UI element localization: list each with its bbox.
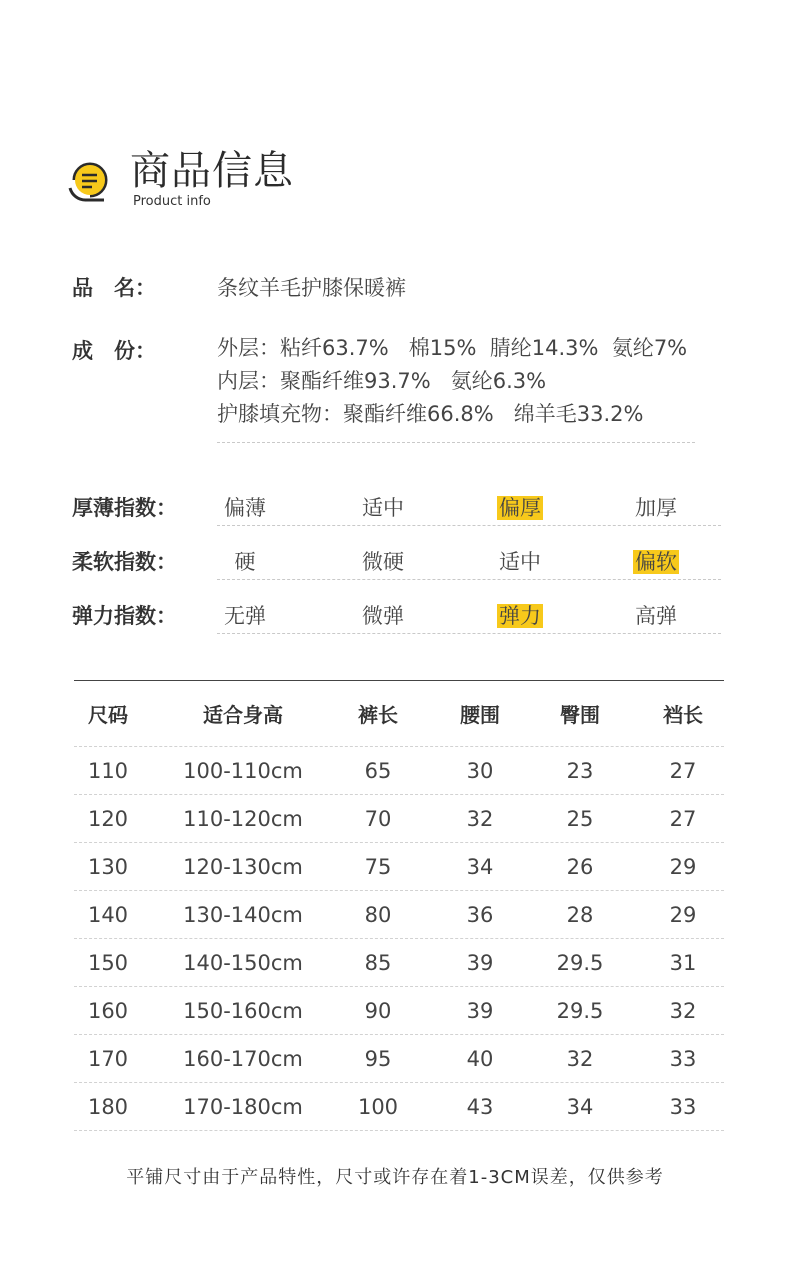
- table-cell: 170-180cm: [183, 1095, 303, 1119]
- index-option: 高弹: [635, 604, 677, 628]
- table-header-cell: 腰围: [460, 703, 500, 727]
- name-label: 品 名：: [72, 276, 156, 300]
- index-option: 无弹: [224, 604, 266, 628]
- divider: [217, 633, 721, 634]
- table-cell: 39: [466, 951, 494, 975]
- table-cell: 120-130cm: [183, 855, 303, 879]
- table-row-divider: [74, 794, 724, 795]
- table-cell: 170: [87, 1047, 129, 1071]
- table-cell: 160-170cm: [183, 1047, 303, 1071]
- index-option: 偏薄: [224, 496, 266, 520]
- table-cell: 180: [87, 1095, 129, 1119]
- table-row-divider: [74, 986, 724, 987]
- table-cell: 30: [466, 759, 494, 783]
- table-cell: 150-160cm: [183, 999, 303, 1023]
- table-cell: 33: [669, 1047, 697, 1071]
- table-cell: 33: [669, 1095, 697, 1119]
- table-cell: 130-140cm: [183, 903, 303, 927]
- index-option-selected: 偏软: [635, 550, 677, 574]
- table-cell: 160: [87, 999, 129, 1023]
- page-subtitle: Product info: [133, 194, 211, 209]
- table-cell: 26: [566, 855, 594, 879]
- composition-label: 成 份：: [72, 339, 156, 363]
- table-cell: 120: [87, 807, 129, 831]
- table-cell: 95: [364, 1047, 392, 1071]
- table-cell: 29: [669, 903, 697, 927]
- table-cell: 140: [87, 903, 129, 927]
- index-option-selected: 弹力: [499, 604, 541, 628]
- table-row-divider: [74, 938, 724, 939]
- divider: [217, 525, 721, 526]
- table-row-divider: [74, 1034, 724, 1035]
- list-badge-icon: [66, 158, 116, 202]
- table-header-cell: 裤长: [358, 703, 398, 727]
- table-cell: 110: [87, 759, 129, 783]
- table-cell: 43: [466, 1095, 494, 1119]
- index-option: 加厚: [635, 496, 677, 520]
- table-cell: 23: [566, 759, 594, 783]
- table-cell: 130: [87, 855, 129, 879]
- table-cell: 34: [466, 855, 494, 879]
- table-cell: 25: [566, 807, 594, 831]
- divider: [74, 746, 724, 747]
- table-cell: 100: [357, 1095, 399, 1119]
- index-label: 厚薄指数：: [72, 496, 177, 520]
- table-cell: 39: [466, 999, 494, 1023]
- table-cell: 29.5: [556, 951, 604, 975]
- table-cell: 28: [566, 903, 594, 927]
- table-cell: 32: [466, 807, 494, 831]
- page-title: 商品信息: [130, 148, 294, 194]
- table-header-cell: 裆长: [663, 703, 703, 727]
- table-top-border: [74, 680, 724, 681]
- table-cell: 27: [669, 759, 697, 783]
- table-cell: 40: [466, 1047, 494, 1071]
- divider: [217, 579, 721, 580]
- index-option-selected: 偏厚: [499, 496, 541, 520]
- index-option: 适中: [362, 496, 404, 520]
- table-cell: 140-150cm: [183, 951, 303, 975]
- table-cell: 27: [669, 807, 697, 831]
- table-row-divider: [74, 890, 724, 891]
- table-cell: 32: [669, 999, 697, 1023]
- table-header-cell: 适合身高: [203, 703, 283, 727]
- index-option: 硬: [234, 550, 256, 574]
- table-cell: 150: [87, 951, 129, 975]
- index-label: 弹力指数：: [72, 604, 177, 628]
- table-cell: 36: [466, 903, 494, 927]
- table-cell: 31: [669, 951, 697, 975]
- table-cell: 75: [364, 855, 392, 879]
- index-option: 适中: [499, 550, 541, 574]
- table-cell: 34: [566, 1095, 594, 1119]
- table-cell: 32: [566, 1047, 594, 1071]
- name-value: 条纹羊毛护膝保暖裤: [217, 276, 406, 300]
- table-cell: 80: [364, 903, 392, 927]
- index-option: 微弹: [362, 604, 404, 628]
- table-cell: 90: [364, 999, 392, 1023]
- composition-line: 内层：聚酯纤维93.7% 氨纶6.3%: [217, 369, 547, 393]
- table-header-cell: 臀围: [560, 703, 600, 727]
- composition-line: 外层：粘纤63.7% 棉15% 腈纶14.3% 氨纶7%: [217, 336, 688, 360]
- table-cell: 70: [364, 807, 392, 831]
- table-cell: 85: [364, 951, 392, 975]
- index-label: 柔软指数：: [72, 550, 177, 574]
- table-row-divider: [74, 1082, 724, 1083]
- composition-line: 护膝填充物：聚酯纤维66.8% 绵羊毛33.2%: [217, 402, 644, 426]
- table-cell: 100-110cm: [183, 759, 303, 783]
- index-option: 微硬: [362, 550, 404, 574]
- table-header-cell: 尺码: [88, 703, 128, 727]
- table-cell: 29.5: [556, 999, 604, 1023]
- measurement-note: 平铺尺寸由于产品特性，尺寸或许存在着1-3CM误差，仅供参考: [126, 1167, 664, 1188]
- table-cell: 29: [669, 855, 697, 879]
- table-cell: 110-120cm: [183, 807, 303, 831]
- table-row-divider: [74, 842, 724, 843]
- divider: [217, 442, 695, 443]
- table-row-divider: [74, 1130, 724, 1131]
- table-cell: 65: [364, 759, 392, 783]
